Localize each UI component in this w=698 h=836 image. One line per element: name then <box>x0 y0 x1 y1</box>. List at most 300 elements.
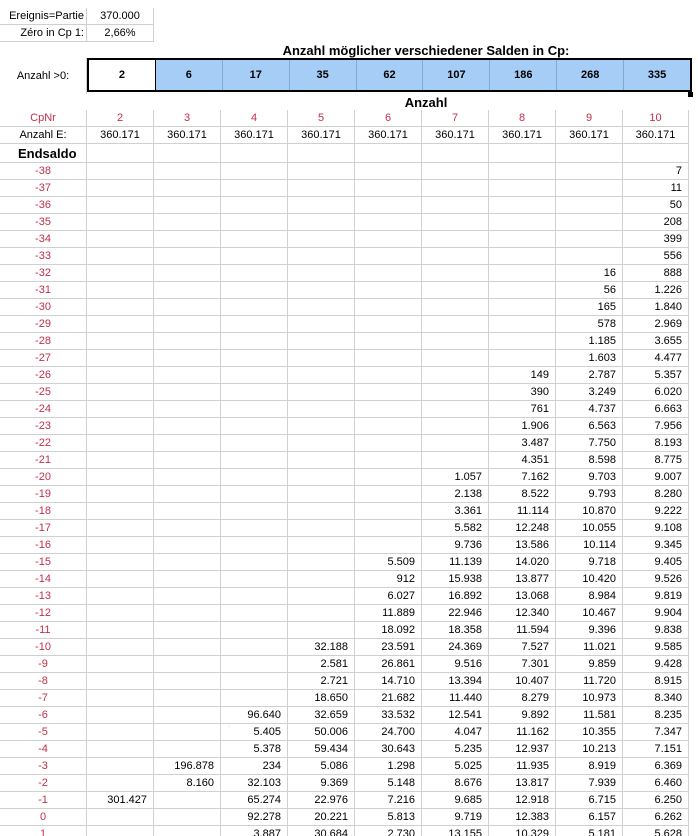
table-cell[interactable] <box>87 316 154 333</box>
table-cell[interactable]: 21.682 <box>355 690 422 707</box>
table-cell[interactable]: 10.114 <box>556 537 623 554</box>
table-cell[interactable] <box>288 401 355 418</box>
table-cell[interactable]: 5.086 <box>288 758 355 775</box>
table-cell[interactable] <box>422 231 489 248</box>
saldo-key-cell[interactable]: -10 <box>0 639 87 656</box>
table-cell[interactable] <box>355 197 422 214</box>
table-cell[interactable] <box>489 197 556 214</box>
table-cell[interactable] <box>154 401 221 418</box>
table-cell[interactable]: 7.527 <box>489 639 556 656</box>
table-cell[interactable]: 9.838 <box>623 622 689 639</box>
table-cell[interactable]: 8.235 <box>623 707 689 724</box>
table-cell[interactable] <box>87 282 154 299</box>
table-cell[interactable] <box>221 214 288 231</box>
table-cell[interactable]: 24.369 <box>422 639 489 656</box>
table-cell[interactable] <box>422 435 489 452</box>
table-cell[interactable]: 912 <box>355 571 422 588</box>
table-cell[interactable] <box>221 299 288 316</box>
table-cell[interactable]: 13.586 <box>489 537 556 554</box>
zero-value[interactable]: 2,66% <box>87 25 154 42</box>
table-cell[interactable]: 12.541 <box>422 707 489 724</box>
table-cell[interactable] <box>154 656 221 673</box>
table-cell[interactable]: 8.984 <box>556 588 623 605</box>
table-cell[interactable] <box>489 248 556 265</box>
table-cell[interactable] <box>87 741 154 758</box>
table-cell[interactable]: 6.250 <box>623 792 689 809</box>
table-cell[interactable] <box>154 214 221 231</box>
saldo-key-cell[interactable]: -14 <box>0 571 87 588</box>
table-cell[interactable] <box>355 316 422 333</box>
table-cell[interactable]: 1.840 <box>623 299 689 316</box>
table-cell[interactable]: 11.581 <box>556 707 623 724</box>
table-cell[interactable]: 8.598 <box>556 452 623 469</box>
table-cell[interactable] <box>556 248 623 265</box>
table-cell[interactable]: 2.581 <box>288 656 355 673</box>
table-cell[interactable]: 18.358 <box>422 622 489 639</box>
table-cell[interactable]: 3.887 <box>221 826 288 836</box>
saldo-key-cell[interactable]: -9 <box>0 656 87 673</box>
table-cell[interactable]: 6.369 <box>623 758 689 775</box>
saldo-key-cell[interactable]: -2 <box>0 775 87 792</box>
table-cell[interactable] <box>87 333 154 350</box>
table-cell[interactable] <box>87 758 154 775</box>
table-cell[interactable] <box>87 418 154 435</box>
table-cell[interactable] <box>154 537 221 554</box>
table-cell[interactable] <box>355 367 422 384</box>
table-cell[interactable]: 9.703 <box>556 469 623 486</box>
table-cell[interactable] <box>221 452 288 469</box>
table-cell[interactable]: 9.396 <box>556 622 623 639</box>
table-cell[interactable]: 10.467 <box>556 605 623 622</box>
table-cell[interactable] <box>154 588 221 605</box>
anzahl-e-cell[interactable]: 360.171 <box>221 127 288 144</box>
table-cell[interactable]: 2.787 <box>556 367 623 384</box>
table-cell[interactable]: 12.918 <box>489 792 556 809</box>
table-cell[interactable] <box>355 231 422 248</box>
saldo-key-cell[interactable]: -12 <box>0 605 87 622</box>
table-cell[interactable]: 7.939 <box>556 775 623 792</box>
table-cell[interactable] <box>87 571 154 588</box>
table-cell[interactable] <box>154 605 221 622</box>
table-cell[interactable]: 16 <box>556 265 623 282</box>
table-cell[interactable]: 13.155 <box>422 826 489 836</box>
table-cell[interactable]: 2.969 <box>623 316 689 333</box>
table-cell[interactable]: 9.859 <box>556 656 623 673</box>
table-cell[interactable] <box>154 163 221 180</box>
table-cell[interactable] <box>355 418 422 435</box>
count-cell[interactable]: 186 <box>490 60 557 90</box>
table-cell[interactable]: 18.650 <box>288 690 355 707</box>
table-cell[interactable]: 8.340 <box>623 690 689 707</box>
table-cell[interactable] <box>221 401 288 418</box>
count-box[interactable] <box>87 58 692 92</box>
table-cell[interactable] <box>288 367 355 384</box>
table-cell[interactable] <box>87 809 154 826</box>
table-cell[interactable] <box>355 503 422 520</box>
table-cell[interactable] <box>221 622 288 639</box>
table-cell[interactable] <box>154 520 221 537</box>
table-cell[interactable] <box>221 350 288 367</box>
table-cell[interactable] <box>154 367 221 384</box>
table-cell[interactable] <box>355 265 422 282</box>
table-cell[interactable]: 2.721 <box>288 673 355 690</box>
table-cell[interactable] <box>288 197 355 214</box>
table-cell[interactable] <box>422 265 489 282</box>
table-cell[interactable] <box>489 282 556 299</box>
table-cell[interactable] <box>154 418 221 435</box>
table-cell[interactable] <box>221 265 288 282</box>
table-cell[interactable] <box>422 384 489 401</box>
table-cell[interactable]: 11.889 <box>355 605 422 622</box>
table-cell[interactable] <box>221 605 288 622</box>
table-cell[interactable]: 32.103 <box>221 775 288 792</box>
table-cell[interactable] <box>489 180 556 197</box>
table-cell[interactable] <box>288 622 355 639</box>
table-cell[interactable]: 9.585 <box>623 639 689 656</box>
table-cell[interactable] <box>288 571 355 588</box>
table-cell[interactable]: 3.487 <box>489 435 556 452</box>
table-cell[interactable]: 11.021 <box>556 639 623 656</box>
table-cell[interactable]: 12.340 <box>489 605 556 622</box>
table-cell[interactable]: 20.221 <box>288 809 355 826</box>
count-cell[interactable]: 107 <box>423 60 490 90</box>
table-cell[interactable] <box>422 333 489 350</box>
table-cell[interactable]: 8.919 <box>556 758 623 775</box>
table-cell[interactable] <box>154 452 221 469</box>
count-cell[interactable]: 335 <box>624 60 690 90</box>
table-cell[interactable] <box>87 435 154 452</box>
saldo-key-cell[interactable]: -8 <box>0 673 87 690</box>
table-cell[interactable] <box>154 231 221 248</box>
table-cell[interactable] <box>355 384 422 401</box>
table-cell[interactable]: 5.025 <box>422 758 489 775</box>
table-cell[interactable] <box>154 690 221 707</box>
table-cell[interactable] <box>489 214 556 231</box>
table-cell[interactable] <box>288 418 355 435</box>
table-cell[interactable]: 5.582 <box>422 520 489 537</box>
table-cell[interactable] <box>489 316 556 333</box>
table-cell[interactable] <box>221 163 288 180</box>
table-cell[interactable]: 3.249 <box>556 384 623 401</box>
table-cell[interactable] <box>355 537 422 554</box>
table-cell[interactable] <box>355 282 422 299</box>
table-cell[interactable] <box>221 486 288 503</box>
table-cell[interactable]: 96.640 <box>221 707 288 724</box>
table-cell[interactable] <box>154 197 221 214</box>
table-cell[interactable] <box>221 503 288 520</box>
table-cell[interactable]: 7.151 <box>623 741 689 758</box>
table-cell[interactable] <box>87 639 154 656</box>
table-cell[interactable] <box>221 231 288 248</box>
table-cell[interactable]: 22.976 <box>288 792 355 809</box>
table-cell[interactable] <box>154 554 221 571</box>
table-cell[interactable] <box>288 554 355 571</box>
count-cell[interactable]: 62 <box>357 60 424 90</box>
table-cell[interactable] <box>221 571 288 588</box>
table-cell[interactable]: 11.720 <box>556 673 623 690</box>
count-cell[interactable]: 268 <box>557 60 624 90</box>
table-cell[interactable]: 7.750 <box>556 435 623 452</box>
saldo-key-cell[interactable]: -26 <box>0 367 87 384</box>
table-cell[interactable]: 9.718 <box>556 554 623 571</box>
table-cell[interactable] <box>288 503 355 520</box>
table-cell[interactable]: 32.659 <box>288 707 355 724</box>
table-cell[interactable]: 196.878 <box>154 758 221 775</box>
table-cell[interactable]: 7.347 <box>623 724 689 741</box>
table-cell[interactable] <box>422 452 489 469</box>
table-cell[interactable]: 8.280 <box>623 486 689 503</box>
table-cell[interactable]: 5.405 <box>221 724 288 741</box>
table-cell[interactable]: 16.892 <box>422 588 489 605</box>
table-cell[interactable]: 6.715 <box>556 792 623 809</box>
table-cell[interactable] <box>221 367 288 384</box>
table-cell[interactable] <box>422 316 489 333</box>
table-cell[interactable] <box>154 503 221 520</box>
table-cell[interactable]: 50.006 <box>288 724 355 741</box>
table-cell[interactable] <box>288 520 355 537</box>
table-cell[interactable] <box>154 299 221 316</box>
table-cell[interactable] <box>489 350 556 367</box>
table-cell[interactable] <box>288 265 355 282</box>
table-cell[interactable] <box>288 588 355 605</box>
table-cell[interactable]: 1.906 <box>489 418 556 435</box>
anzahl-e-cell[interactable]: 360.171 <box>489 127 556 144</box>
table-cell[interactable] <box>87 503 154 520</box>
table-cell[interactable]: 1.226 <box>623 282 689 299</box>
table-cell[interactable]: 3.655 <box>623 333 689 350</box>
saldo-key-cell[interactable]: -35 <box>0 214 87 231</box>
count-cell[interactable]: 17 <box>223 60 290 90</box>
table-cell[interactable] <box>221 520 288 537</box>
table-cell[interactable] <box>355 214 422 231</box>
cpnr-cell[interactable]: 9 <box>556 110 623 127</box>
table-cell[interactable] <box>154 673 221 690</box>
table-cell[interactable] <box>87 656 154 673</box>
saldo-key-cell[interactable]: -30 <box>0 299 87 316</box>
table-cell[interactable] <box>422 367 489 384</box>
count-cell[interactable]: 2 <box>89 60 156 90</box>
table-cell[interactable] <box>87 690 154 707</box>
table-cell[interactable] <box>288 333 355 350</box>
table-cell[interactable] <box>288 248 355 265</box>
count-cell[interactable]: 6 <box>156 60 223 90</box>
table-cell[interactable] <box>154 384 221 401</box>
table-cell[interactable] <box>154 333 221 350</box>
table-cell[interactable]: 12.937 <box>489 741 556 758</box>
table-cell[interactable] <box>355 401 422 418</box>
saldo-key-cell[interactable]: -11 <box>0 622 87 639</box>
table-cell[interactable]: 5.357 <box>623 367 689 384</box>
table-cell[interactable]: 149 <box>489 367 556 384</box>
table-cell[interactable] <box>288 486 355 503</box>
table-cell[interactable] <box>422 418 489 435</box>
table-cell[interactable]: 6.663 <box>623 401 689 418</box>
table-cell[interactable]: 11.594 <box>489 622 556 639</box>
saldo-key-cell[interactable]: -23 <box>0 418 87 435</box>
table-cell[interactable] <box>87 707 154 724</box>
table-cell[interactable] <box>154 248 221 265</box>
table-cell[interactable] <box>154 792 221 809</box>
saldo-key-cell[interactable]: -27 <box>0 350 87 367</box>
table-cell[interactable]: 13.394 <box>422 673 489 690</box>
table-cell[interactable] <box>288 435 355 452</box>
table-cell[interactable]: 9.526 <box>623 571 689 588</box>
table-cell[interactable] <box>221 469 288 486</box>
table-cell[interactable] <box>288 537 355 554</box>
table-cell[interactable] <box>489 333 556 350</box>
table-cell[interactable] <box>355 333 422 350</box>
table-cell[interactable]: 9.819 <box>623 588 689 605</box>
table-cell[interactable]: 15.938 <box>422 571 489 588</box>
table-cell[interactable]: 1.603 <box>556 350 623 367</box>
table-cell[interactable]: 390 <box>489 384 556 401</box>
table-cell[interactable]: 14.020 <box>489 554 556 571</box>
table-cell[interactable] <box>422 282 489 299</box>
table-cell[interactable]: 4.477 <box>623 350 689 367</box>
saldo-key-cell[interactable]: -6 <box>0 707 87 724</box>
table-cell[interactable] <box>154 350 221 367</box>
table-cell[interactable]: 8.522 <box>489 486 556 503</box>
table-cell[interactable]: 7.956 <box>623 418 689 435</box>
table-cell[interactable] <box>355 486 422 503</box>
saldo-key-cell[interactable]: -5 <box>0 724 87 741</box>
table-cell[interactable]: 1.057 <box>422 469 489 486</box>
table-cell[interactable]: 9.007 <box>623 469 689 486</box>
table-cell[interactable]: 12.248 <box>489 520 556 537</box>
saldo-key-cell[interactable]: -33 <box>0 248 87 265</box>
table-cell[interactable]: 1.185 <box>556 333 623 350</box>
table-cell[interactable]: 9.892 <box>489 707 556 724</box>
table-cell[interactable]: 10.870 <box>556 503 623 520</box>
table-cell[interactable]: 13.877 <box>489 571 556 588</box>
table-cell[interactable]: 22.946 <box>422 605 489 622</box>
table-cell[interactable]: 33.532 <box>355 707 422 724</box>
table-cell[interactable] <box>221 180 288 197</box>
table-cell[interactable] <box>221 248 288 265</box>
table-cell[interactable] <box>154 180 221 197</box>
table-cell[interactable]: 59.434 <box>288 741 355 758</box>
table-cell[interactable] <box>87 401 154 418</box>
saldo-key-cell[interactable]: -25 <box>0 384 87 401</box>
table-cell[interactable]: 9.685 <box>422 792 489 809</box>
cpnr-cell[interactable]: 5 <box>288 110 355 127</box>
table-cell[interactable] <box>288 316 355 333</box>
table-cell[interactable] <box>355 180 422 197</box>
table-cell[interactable] <box>288 299 355 316</box>
cpnr-cell[interactable]: 10 <box>623 110 689 127</box>
table-cell[interactable] <box>154 571 221 588</box>
table-cell[interactable]: 14.710 <box>355 673 422 690</box>
anzahl-e-cell[interactable]: 360.171 <box>288 127 355 144</box>
table-cell[interactable]: 32.188 <box>288 639 355 656</box>
cpnr-cell[interactable]: 8 <box>489 110 556 127</box>
table-cell[interactable]: 9.516 <box>422 656 489 673</box>
table-cell[interactable] <box>87 248 154 265</box>
table-cell[interactable] <box>154 435 221 452</box>
anzahl-e-cell[interactable]: 360.171 <box>556 127 623 144</box>
table-cell[interactable]: 13.817 <box>489 775 556 792</box>
table-cell[interactable]: 5.813 <box>355 809 422 826</box>
table-cell[interactable] <box>489 163 556 180</box>
table-cell[interactable]: 761 <box>489 401 556 418</box>
table-cell[interactable]: 13.068 <box>489 588 556 605</box>
table-cell[interactable]: 8.193 <box>623 435 689 452</box>
anzahl-e-cell[interactable]: 360.171 <box>87 127 154 144</box>
table-cell[interactable]: 208 <box>623 214 689 231</box>
table-cell[interactable] <box>87 775 154 792</box>
saldo-key-cell[interactable]: -22 <box>0 435 87 452</box>
table-cell[interactable]: 7 <box>623 163 689 180</box>
table-cell[interactable]: 10.213 <box>556 741 623 758</box>
table-cell[interactable]: 65.274 <box>221 792 288 809</box>
table-cell[interactable]: 11.139 <box>422 554 489 571</box>
table-cell[interactable]: 10.055 <box>556 520 623 537</box>
saldo-key-cell[interactable]: -31 <box>0 282 87 299</box>
saldo-key-cell[interactable]: -19 <box>0 486 87 503</box>
table-cell[interactable] <box>87 350 154 367</box>
table-cell[interactable] <box>87 469 154 486</box>
table-cell[interactable] <box>221 418 288 435</box>
table-cell[interactable] <box>221 282 288 299</box>
table-cell[interactable] <box>221 435 288 452</box>
table-cell[interactable]: 10.407 <box>489 673 556 690</box>
saldo-key-cell[interactable]: -36 <box>0 197 87 214</box>
cpnr-cell[interactable]: 3 <box>154 110 221 127</box>
table-cell[interactable] <box>87 826 154 836</box>
table-cell[interactable]: 7.216 <box>355 792 422 809</box>
table-cell[interactable] <box>87 622 154 639</box>
table-cell[interactable]: 24.700 <box>355 724 422 741</box>
table-cell[interactable] <box>355 350 422 367</box>
table-cell[interactable]: 5.509 <box>355 554 422 571</box>
table-cell[interactable] <box>87 231 154 248</box>
table-cell[interactable]: 50 <box>623 197 689 214</box>
table-cell[interactable]: 8.676 <box>422 775 489 792</box>
table-cell[interactable]: 5.235 <box>422 741 489 758</box>
table-cell[interactable]: 10.355 <box>556 724 623 741</box>
table-cell[interactable]: 2.138 <box>422 486 489 503</box>
table-cell[interactable] <box>221 639 288 656</box>
table-cell[interactable] <box>288 384 355 401</box>
cpnr-cell[interactable]: 6 <box>355 110 422 127</box>
table-cell[interactable] <box>87 724 154 741</box>
table-cell[interactable]: 56 <box>556 282 623 299</box>
table-cell[interactable]: 165 <box>556 299 623 316</box>
table-cell[interactable]: 2.730 <box>355 826 422 836</box>
saldo-key-cell[interactable]: -15 <box>0 554 87 571</box>
table-cell[interactable]: 26.861 <box>355 656 422 673</box>
table-cell[interactable] <box>154 724 221 741</box>
anzahl-e-cell[interactable]: 360.171 <box>623 127 689 144</box>
saldo-key-cell[interactable]: -21 <box>0 452 87 469</box>
anzahl-e-cell[interactable]: 360.171 <box>154 127 221 144</box>
table-cell[interactable]: 10.420 <box>556 571 623 588</box>
table-cell[interactable] <box>288 214 355 231</box>
table-cell[interactable] <box>154 809 221 826</box>
table-cell[interactable] <box>154 741 221 758</box>
cpnr-cell[interactable]: 7 <box>422 110 489 127</box>
table-cell[interactable] <box>87 605 154 622</box>
table-cell[interactable] <box>87 163 154 180</box>
table-cell[interactable] <box>355 469 422 486</box>
table-cell[interactable]: 5.378 <box>221 741 288 758</box>
table-cell[interactable]: 5.148 <box>355 775 422 792</box>
table-cell[interactable]: 11.162 <box>489 724 556 741</box>
table-cell[interactable]: 4.737 <box>556 401 623 418</box>
table-cell[interactable]: 6.460 <box>623 775 689 792</box>
table-cell[interactable] <box>489 265 556 282</box>
table-cell[interactable] <box>556 197 623 214</box>
